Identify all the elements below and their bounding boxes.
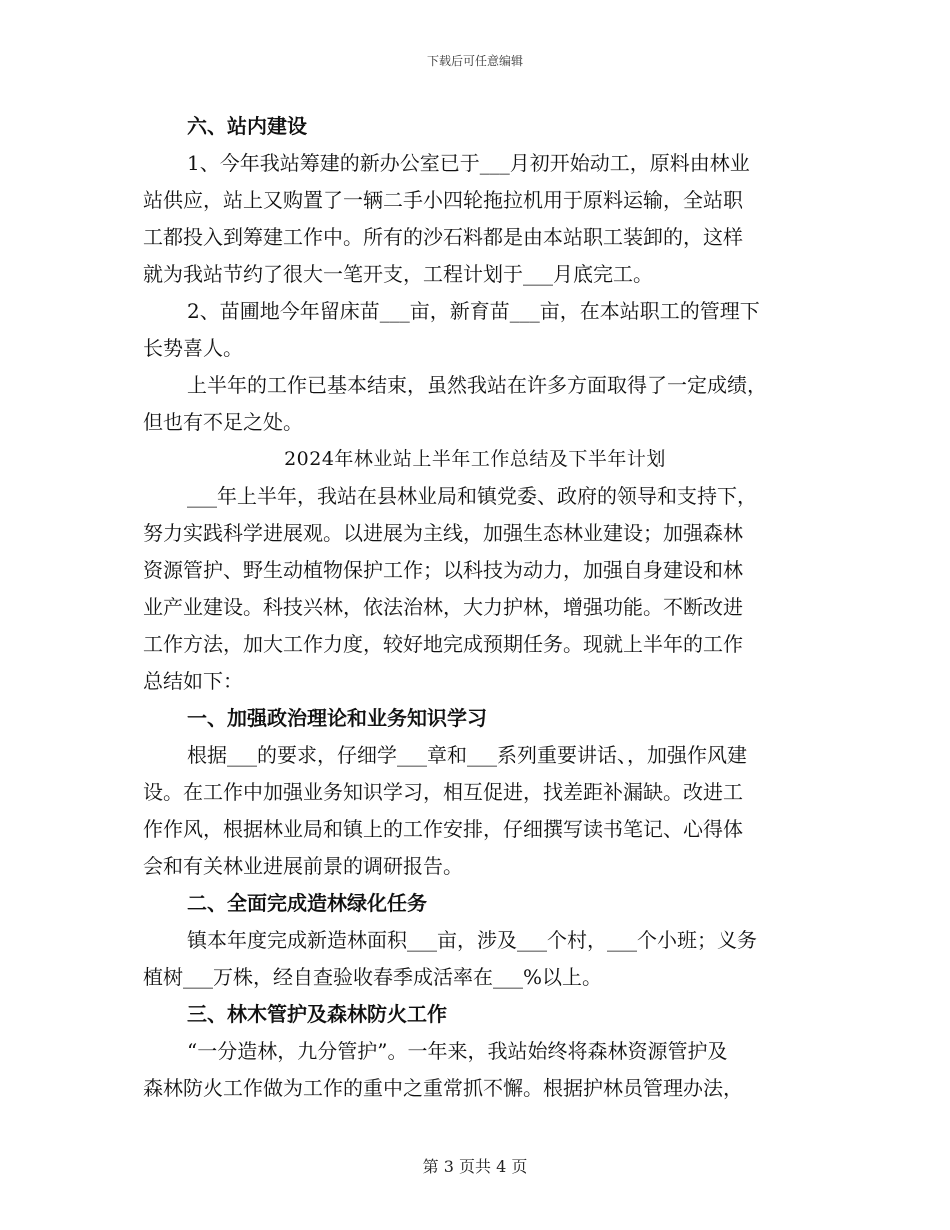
paragraph-line: 镇本年度完成新造林面积___亩，涉及___个村，___个小班；义务: [187, 928, 757, 952]
paragraph-line: 森林防火工作做为工作的重中之重常抓不懈。根据护林员管理办法，: [143, 1076, 743, 1100]
paragraph-line: 2、苗圃地今年留床苗___亩，新育苗___亩，在本站职工的管理下: [187, 299, 760, 323]
paragraph-line: 工都投入到筹建工作中。所有的沙石料都是由本站职工装卸的，这样: [143, 225, 743, 249]
paragraph-line: 业产业建设。科技兴林，依法治林，大力护林，增强功能。不断改进: [143, 595, 743, 619]
paragraph-line: 但也有不足之处。: [143, 410, 303, 434]
document-title: 2024年林业站上半年工作总结及下半年计划: [284, 448, 666, 470]
section-heading: 一、加强政治理论和业务知识学习: [187, 706, 487, 730]
paragraph-line: 努力实践科学进展观。以进展为主线，加强生态林业建设；加强森林: [143, 521, 743, 545]
paragraph-line: 上半年的工作已基本结束，虽然我站在许多方面取得了一定成绩，: [187, 373, 767, 397]
paragraph-line: 长势喜人。: [143, 336, 243, 360]
paragraph-line: 1、今年我站筹建的新办公室已于___月初开始动工，原料由林业: [187, 151, 750, 175]
paragraph-line: 总结如下：: [143, 669, 243, 693]
paragraph-line: 工作方法，加大工作力度，较好地完成预期任务。现就上半年的工作: [143, 632, 743, 656]
paragraph-line: 就为我站节约了很大一笔开支，工程计划于___月底完工。: [143, 262, 653, 286]
paragraph-line: 作作风，根据林业局和镇上的工作安排，仔细撰写读书笔记、心得体: [143, 817, 743, 841]
paragraph-line: 会和有关林业进展前景的调研报告。: [143, 854, 463, 878]
paragraph-line: 设。在工作中加强业务知识学习，相互促进，找差距补漏缺。改进工: [143, 780, 743, 804]
page-number: 第 3 页共 4 页: [422, 1157, 528, 1176]
paragraph-line: “一分造林，九分管护”。一年来，我站始终将森林资源管护及: [187, 1039, 728, 1063]
document-body: [143, 108, 807, 1107]
header-note: 下载后可任意编辑: [426, 54, 523, 68]
paragraph-line: 植树___万株，经自查验收春季成活率在___%以上。: [143, 965, 603, 989]
section-heading: 三、林木管护及森林防火工作: [187, 1002, 447, 1026]
section-heading: 六、站内建设: [187, 114, 307, 138]
section-heading: 二、全面完成造林绿化任务: [187, 891, 427, 915]
paragraph-line: ___年上半年，我站在县林业局和镇党委、政府的领导和支持下，: [187, 484, 757, 508]
paragraph-line: 根据___的要求，仔细学___章和___系列重要讲话、，加强作风建: [187, 743, 747, 767]
paragraph-line: 站供应，站上又购置了一辆二手小四轮拖拉机用于原料运输，全站职: [143, 188, 743, 212]
paragraph-line: 资源管护、野生动植物保护工作；以科技为动力，加强自身建设和林: [143, 558, 743, 582]
